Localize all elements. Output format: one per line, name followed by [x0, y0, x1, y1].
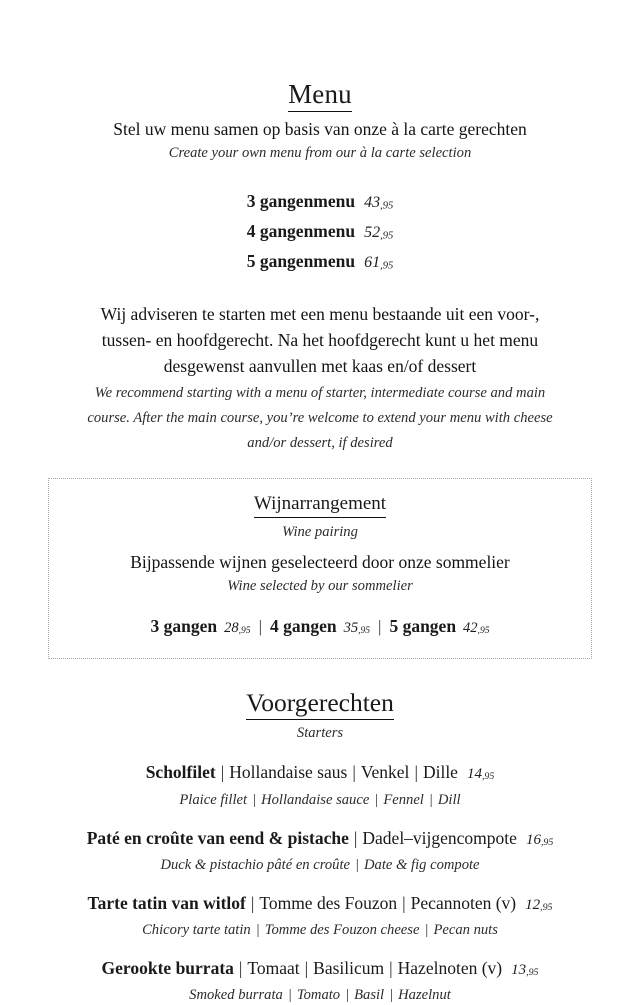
course-price-cents: ,95: [380, 259, 394, 271]
dish-english-part: Smoked burrata: [189, 987, 283, 1004]
dish-english-line: [48, 790, 592, 810]
course-row: [48, 189, 592, 219]
dish-ingredient: Venkel: [360, 762, 410, 783]
wine-option-price: [224, 620, 250, 636]
course-price-int: 43: [364, 194, 381, 211]
menu-advice-section: [48, 301, 592, 454]
dish-ingredient: Dadel–vijgencompote: [362, 827, 517, 848]
starters-subtitle-english: Starters: [296, 725, 344, 742]
dish-ingredient: Hollandaise saus: [229, 762, 348, 783]
page-title-text: Menu: [288, 78, 352, 112]
dish-separator: |: [238, 958, 243, 978]
wine-option-price-int: 28: [224, 620, 239, 637]
dish-price-cents: ,95: [526, 967, 539, 979]
wine-option-price-cents: ,95: [358, 625, 371, 637]
advice-dutch-line: tussen- en hoofdgerecht. Na het hoofdgerecht kunt u het menu: [101, 330, 539, 351]
course-price-cents: ,95: [380, 200, 394, 212]
dish-separator: |: [355, 856, 360, 873]
dish-name: Scholfilet: [145, 762, 216, 783]
dish-price-cents: ,95: [540, 902, 553, 913]
dish-dutch-line: [48, 892, 592, 919]
dish-separator: |: [345, 987, 350, 1004]
dish-price-int: 14: [466, 766, 482, 783]
starters-title-text: Voorgerechten: [246, 688, 394, 720]
wine-option-name: 3 gangen: [150, 616, 218, 637]
dish-separator: |: [352, 762, 356, 783]
course-name: 4 gangenmenu: [246, 220, 356, 241]
dish-english-part: Plaice fillet: [179, 791, 248, 808]
course-price: [364, 254, 393, 271]
wine-price-separator: |: [378, 617, 382, 637]
dish-name: Tarte tatin van witlof: [87, 892, 246, 913]
dish-item: [48, 957, 592, 1005]
wine-pairing-dutch-line: Bijpassende wijnen geselecteerd door onze sommelier: [130, 552, 510, 573]
dish-ingredient: Basilicum: [313, 958, 385, 978]
wine-option-price-cents: ,95: [238, 625, 251, 637]
dish-price-int: 16: [525, 831, 541, 848]
menu-intro-english: Create your own menu from our à la carte selection: [168, 145, 472, 161]
dish-ingredient: Pecannoten (v): [410, 892, 517, 913]
dish-separator: |: [250, 892, 255, 913]
dish-separator: |: [402, 892, 406, 913]
dish-english-part: Pecan nuts: [433, 922, 498, 938]
dish-separator: |: [255, 922, 260, 938]
wine-price-separator: |: [258, 617, 262, 637]
dish-english-part: Basil: [354, 987, 385, 1004]
dish-separator: |: [287, 987, 292, 1004]
dish-english-part: Hazelnut: [398, 987, 451, 1004]
course-price: [364, 194, 393, 211]
wine-pairing-box: [48, 478, 592, 659]
dish-separator: |: [374, 791, 379, 808]
dish-english-line: [48, 920, 592, 940]
starters-title: [48, 688, 592, 720]
advice-english-line: course. After the main course, you’re welcome to extend your menu with cheese: [87, 410, 553, 427]
dish-english-part: Tomato: [296, 987, 341, 1004]
dish-separator: |: [428, 791, 433, 808]
dish-separator: |: [414, 762, 418, 783]
dish-english-part: Duck & pistachio pâté en croûte: [160, 856, 350, 873]
wine-pairing-title: [59, 492, 581, 518]
advice-english-line: We recommend starting with a menu of starter, intermediate course and main: [94, 385, 546, 402]
wine-pairing-subtitle-english: Wine pairing: [282, 524, 358, 541]
dish-name: Gerookte burrata: [101, 958, 234, 978]
course-row: [48, 249, 592, 279]
dish-item: [48, 761, 592, 809]
dish-price: [511, 962, 538, 978]
dish-ingredient: Dille: [422, 762, 458, 783]
wine-pairing-title-text: Wijnarrangement: [254, 492, 386, 518]
dish-dutch-line: [48, 957, 592, 984]
dish-dutch-line: [48, 827, 592, 854]
dish-separator: |: [252, 791, 257, 808]
dish-separator: |: [389, 987, 394, 1004]
course-name: 3 gangenmenu: [246, 191, 356, 211]
dish-english-part: Dill: [437, 791, 461, 808]
dish-price: [467, 766, 494, 782]
dish-english-line: [48, 855, 592, 875]
dish-price-int: 13: [511, 962, 527, 978]
dish-item: [48, 892, 592, 940]
dish-separator: |: [424, 922, 429, 938]
dish-price-int: 12: [525, 896, 541, 913]
starters-section: [48, 688, 592, 1005]
advice-english-line: and/or dessert, if desired: [247, 435, 393, 452]
dish-separator: |: [389, 958, 393, 978]
dish-price: [525, 897, 552, 913]
wine-option-price: [344, 620, 370, 636]
dish-separator: |: [304, 958, 309, 978]
wine-pairing-price-row: [59, 614, 581, 643]
course-menu-list: [48, 189, 592, 278]
dish-english-line: [48, 985, 592, 1005]
dish-price-cents: ,95: [481, 771, 495, 783]
dish-english-part: Date & fig compote: [364, 856, 480, 873]
course-price-int: 61: [364, 253, 381, 271]
dish-ingredient: Hazelnoten (v): [397, 958, 503, 978]
menu-intro-dutch: Stel uw menu samen op basis van onze à la carte gerechten: [113, 119, 527, 139]
wine-option-price-int: 42: [463, 620, 478, 637]
dish-english-part: Hollandaise sauce: [261, 791, 370, 808]
dish-english-part: Tomme des Fouzon cheese: [264, 922, 420, 938]
course-price-int: 52: [364, 223, 381, 241]
course-price-cents: ,95: [380, 230, 394, 242]
course-name: 5 gangenmenu: [246, 250, 356, 271]
dish-item: [48, 827, 592, 875]
wine-option-price-cents: ,95: [477, 625, 490, 637]
dish-name: Paté en croûte van eend & pistache: [86, 827, 349, 848]
course-price: [364, 224, 393, 241]
dish-separator: |: [353, 827, 358, 848]
dish-price: [526, 832, 553, 848]
dish-price-cents: ,95: [540, 836, 554, 848]
dish-english-part: Chicory tarte tatin: [142, 922, 251, 938]
dish-ingredient: Tomme des Fouzon: [259, 892, 398, 913]
wine-pairing-english-line: Wine selected by our sommelier: [227, 578, 413, 595]
dish-ingredient: Tomaat: [247, 958, 300, 978]
advice-dutch-line: desgewenst aanvullen met kaas en/of dessert: [163, 356, 477, 377]
wine-option-price-int: 35: [343, 620, 359, 637]
wine-option-price: [463, 620, 489, 636]
dish-dutch-line: [48, 761, 592, 788]
dish-separator: |: [220, 762, 225, 783]
page-title: [48, 78, 592, 112]
course-row: [48, 219, 592, 249]
wine-option-name: 4 gangen: [269, 616, 337, 637]
advice-dutch-line: Wij adviseren te starten met een menu bestaande uit een voor-,: [100, 304, 540, 325]
dish-english-part: Fennel: [383, 791, 424, 808]
menu-header-section: [48, 78, 592, 164]
wine-option-name: 5 gangen: [389, 616, 457, 637]
